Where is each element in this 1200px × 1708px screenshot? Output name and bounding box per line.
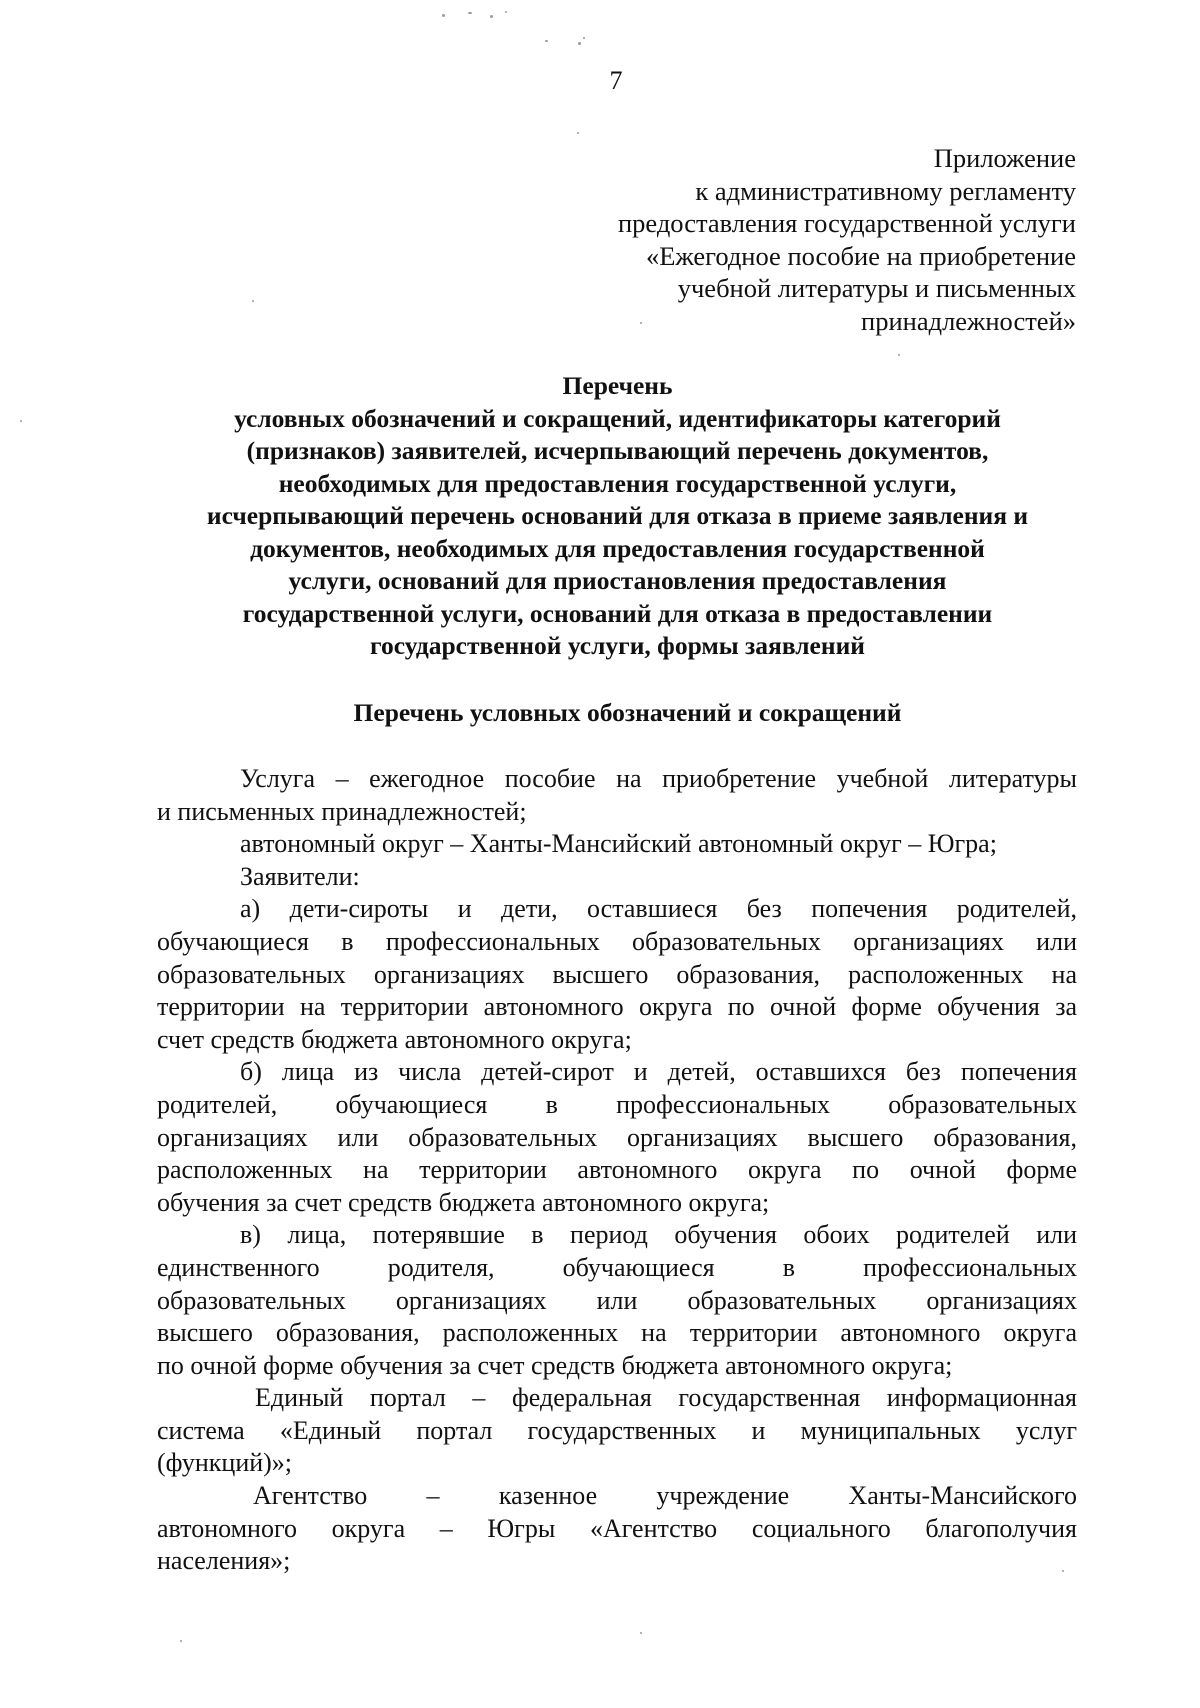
- appendix-line: предоставления государственной услуги: [617, 208, 1076, 239]
- title-line: услуги, оснований для приостановления предоставления: [288, 566, 947, 595]
- title-line: документов, необходимых для предоставления государственной: [250, 533, 985, 563]
- scan-speck: [640, 1632, 642, 1634]
- scan-speck: [578, 42, 581, 45]
- text-line: и письменных принадлежностей;: [157, 796, 527, 826]
- text-line: обучения за счет средств бюджета автономного округа;: [157, 1187, 770, 1217]
- text-line: счет средств бюджета автономного округа;: [157, 1024, 632, 1054]
- text-line: Агентство – казенное учреждение Ханты-Мансийского: [253, 1481, 1077, 1511]
- title-line: необходимых для предоставления государственной услуги,: [278, 468, 957, 498]
- paragraph-portal: [157, 1382, 1077, 1480]
- scan-speck: [545, 40, 548, 42]
- text-line: единственного родителя, обучающиеся в профессиональных: [157, 1252, 1077, 1282]
- scan-speck: [490, 15, 493, 18]
- text-line: автономный округ – Ханты-Мансийский автономный округ – Югра;: [240, 829, 997, 859]
- paragraph-okrug: [157, 828, 1077, 861]
- title-line: исчерпывающий перечень оснований для отказа в приеме заявления и: [206, 501, 1029, 530]
- appendix-line: Приложение: [933, 143, 1076, 173]
- scan-speck: [252, 300, 254, 302]
- text-line: в) лица, потерявшие в период обучения обоих родителей или: [240, 1220, 1077, 1250]
- text-line: система «Единый портал государственных и муниципальных услуг: [157, 1415, 1077, 1445]
- scan-speck: [180, 1640, 182, 1642]
- text-line: (функций)»;: [157, 1448, 293, 1478]
- list-item-b: [157, 1056, 1077, 1219]
- scan-speck: [468, 12, 472, 14]
- scan-speck: [505, 11, 507, 13]
- text-line: образовательных организациях высшего образования, расположенных на: [157, 959, 1077, 989]
- list-item-v: [157, 1219, 1077, 1382]
- scan-speck: [577, 132, 579, 134]
- text-line: родителей, обучающиеся в профессиональных образовательных: [157, 1089, 1077, 1119]
- text-line: а) дети-сироты и дети, оставшиеся без попечения родителей,: [240, 894, 1077, 924]
- text-line: по очной форме обучения за счет средств бюджета автономного округа;: [157, 1350, 953, 1380]
- appendix-line: учебной литературы и письменных: [677, 273, 1076, 304]
- title-line: государственной услуги, оснований для отказа в предоставлении: [242, 598, 993, 628]
- text-line: Услуга – ежегодное пособие на приобретение учебной литературы: [240, 764, 1077, 793]
- text-line: образовательных организациях или образовательных организациях: [157, 1285, 1077, 1315]
- appendix-header: [436, 142, 1076, 338]
- appendix-line: «Ежегодное пособие на приобретение: [645, 240, 1076, 271]
- paragraph-agentstvo: [157, 1480, 1077, 1578]
- text-line: обучающиеся в профессиональных образовательных организациях или: [157, 926, 1077, 956]
- title-line: условных обозначений и сокращений, идентификаторы категорий: [234, 403, 1001, 433]
- page-number: 7: [609, 66, 623, 95]
- section-title: Перечень условных обозначений и сокращений: [353, 698, 902, 727]
- scan-speck: [898, 354, 900, 356]
- document-title: [140, 370, 1095, 663]
- paragraph-zayaviteli: [157, 861, 1077, 894]
- text-line: автономного округа – Югры «Агентство социального благополучия: [157, 1513, 1077, 1543]
- scan-speck: [20, 420, 22, 422]
- list-item-a: [157, 893, 1077, 1056]
- document-body: [157, 763, 1077, 1578]
- text-line: б) лица из числа детей-сирот и детей, оставшихся без попечения: [240, 1057, 1077, 1087]
- text-line: организациях или образовательных организациях высшего образования,: [157, 1122, 1077, 1152]
- appendix-line: принадлежностей»: [861, 305, 1076, 336]
- text-line: населения»;: [157, 1546, 291, 1576]
- appendix-line: к административному регламенту: [695, 175, 1076, 206]
- title-line: (признаков) заявителей, исчерпывающий перечень документов,: [246, 436, 989, 465]
- text-line: расположенных на территории автономного округа по очной форме: [157, 1155, 1077, 1185]
- text-line: Заявители:: [240, 861, 360, 891]
- text-line: Единый портал – федеральная государственная информационная: [255, 1383, 1077, 1413]
- paragraph-usluga: [157, 763, 1077, 828]
- title-line: Перечень: [562, 371, 673, 400]
- title-line: государственной услуги, формы заявлений: [370, 631, 865, 660]
- text-line: территории на территории автономного округа по очной форме обучения за: [157, 992, 1077, 1022]
- scan-speck: [583, 37, 585, 39]
- text-line: высшего образования, расположенных на территории автономного округа: [157, 1318, 1077, 1348]
- scan-speck: [442, 14, 445, 17]
